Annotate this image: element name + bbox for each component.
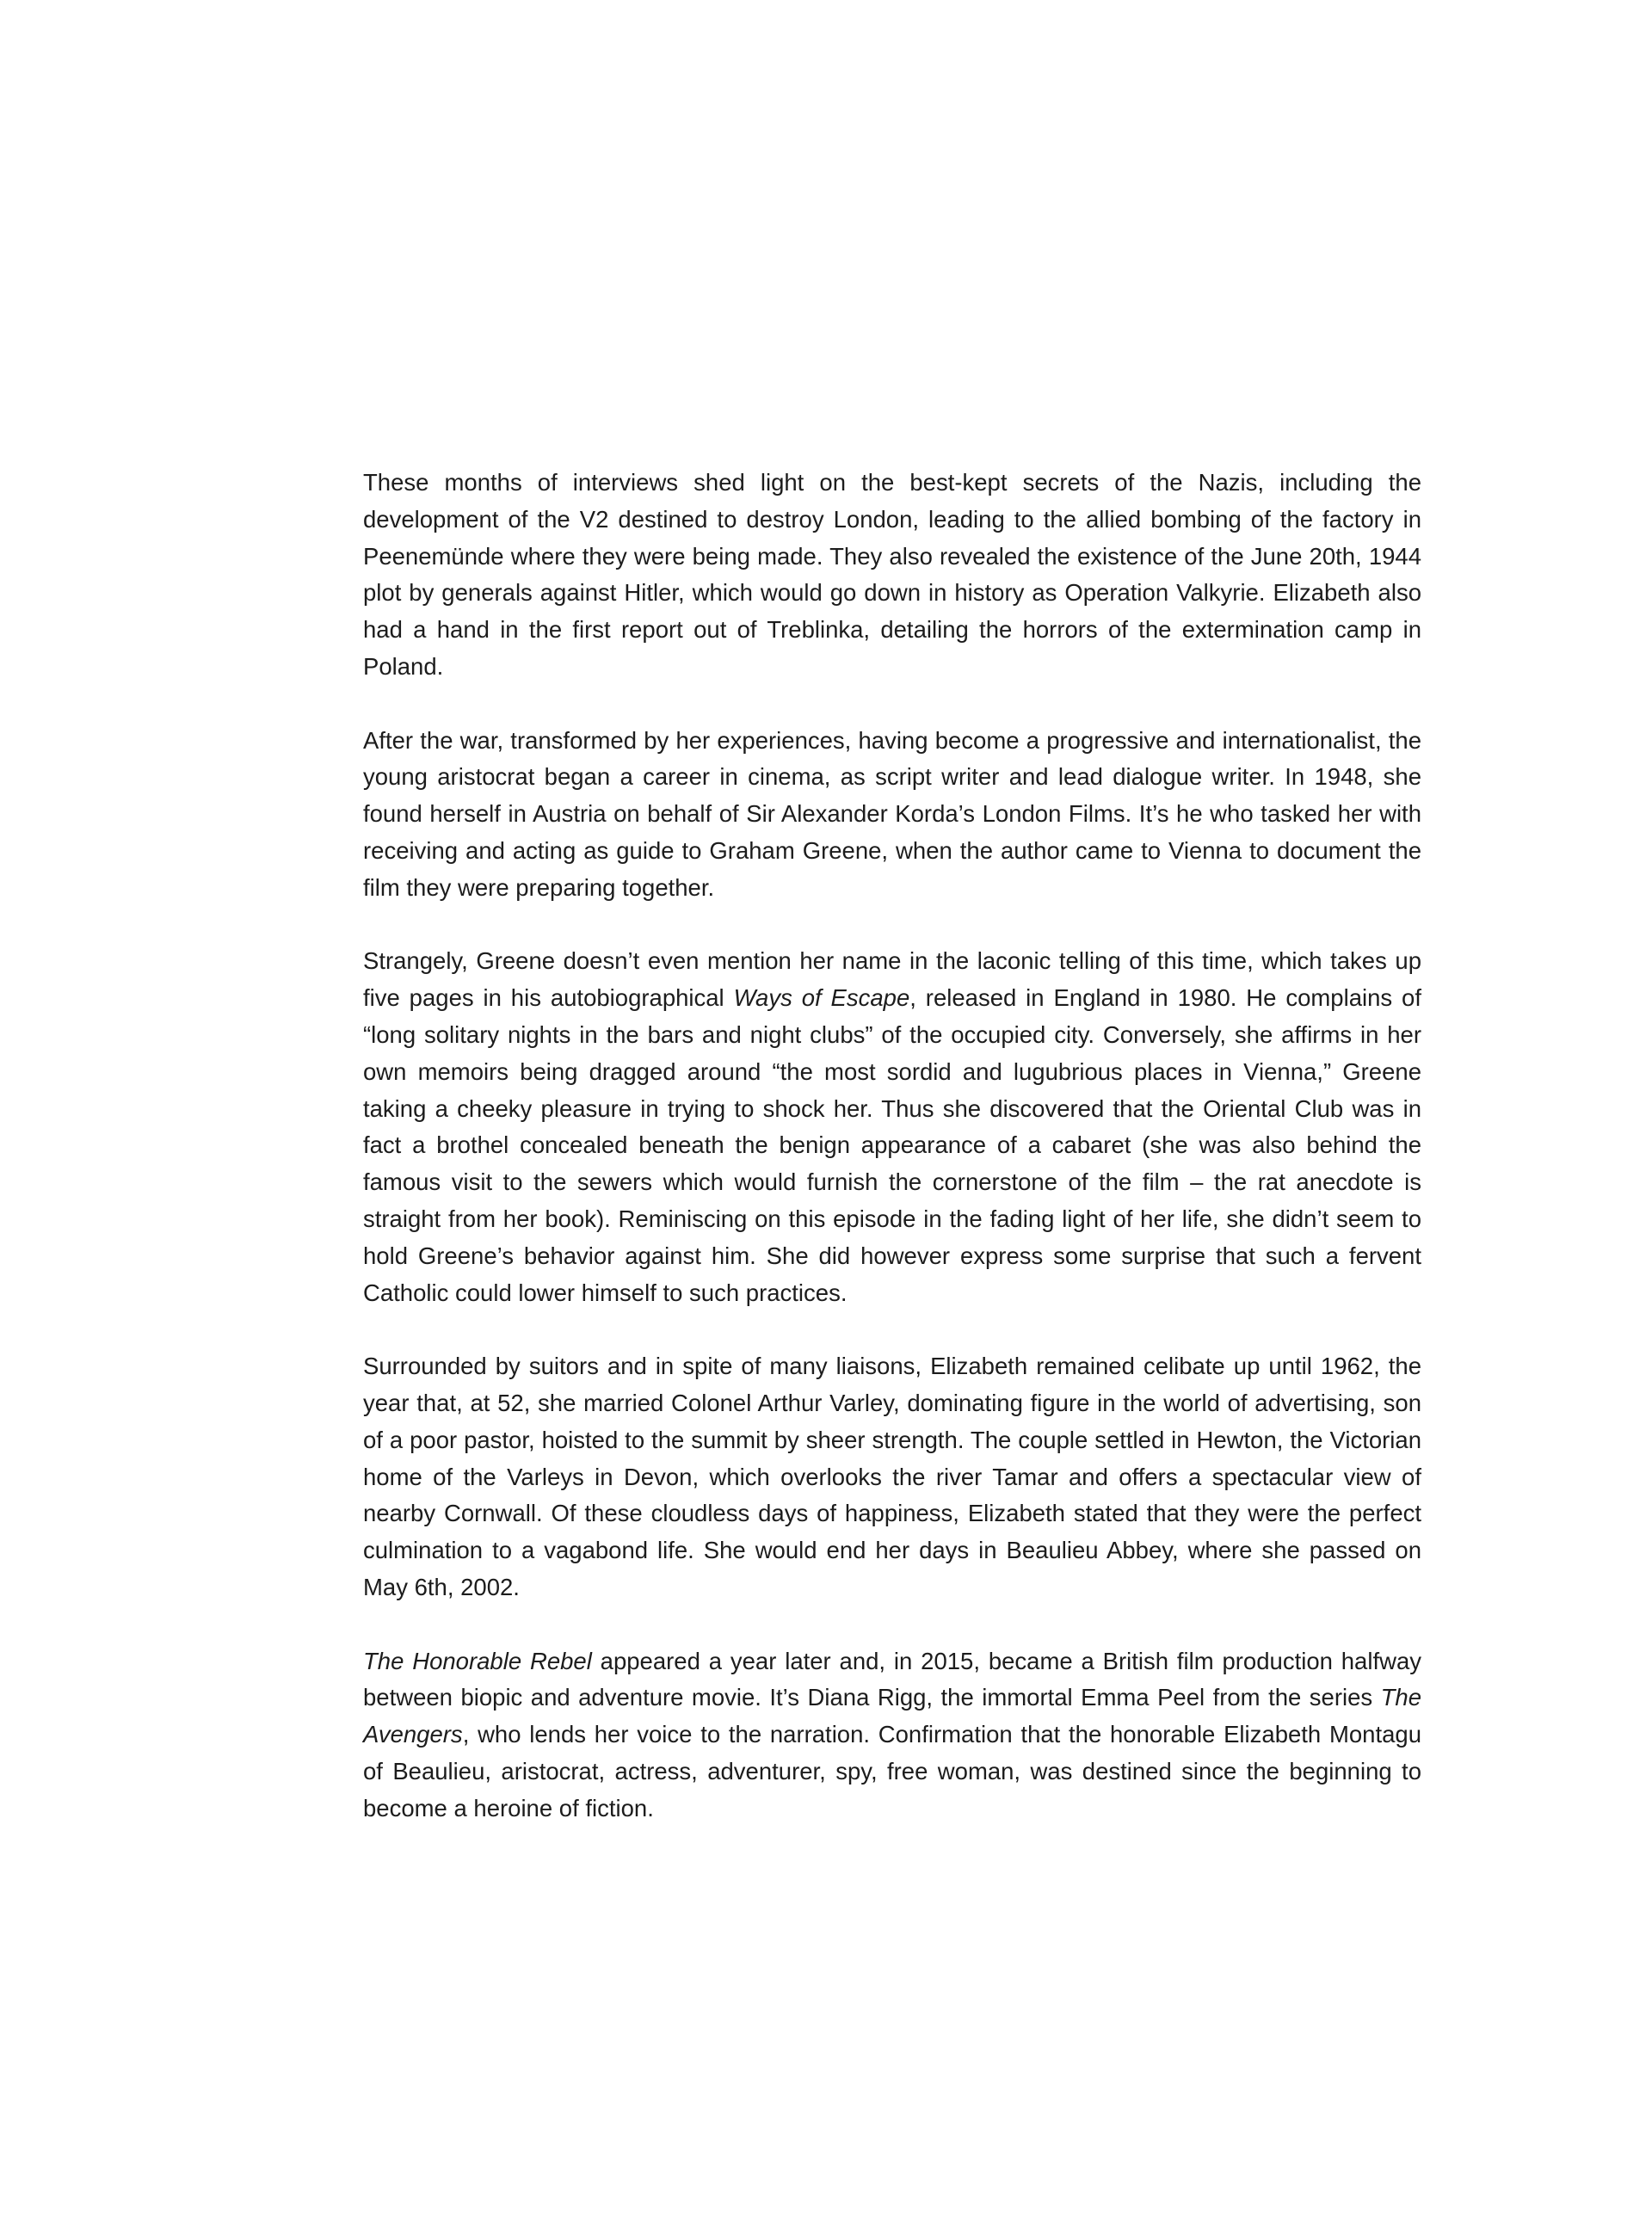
- paragraph-4: [363, 1348, 1421, 1606]
- paragraph-5-text-a: appeared a year later and, in 2015, became a British film production halfway between biopic and adventure movie. It’s Diana Rigg, the immortal Emma Peel from the series: [363, 1647, 1421, 1711]
- series-title-the-avengers: The Avengers: [363, 1684, 1421, 1748]
- paragraph-2: [363, 723, 1421, 907]
- paragraph-1: [363, 465, 1421, 686]
- body-text: [363, 465, 1421, 1827]
- paragraph-3: [363, 943, 1421, 1311]
- paragraph-2-text: After the war, transformed by her experiences, having become a progressive and internationalist, the young aristocrat began a career in cinema, as script writer and lead dialogue writer. In 1948, she found herself in Austria on behalf of Sir Alexander Korda’s London Films. It’s he who tasked her with receiving and acting as guide to Graham Greene, when the author came to Vienna to document the film they were preparing together.: [363, 726, 1421, 901]
- book-title-ways-of-escape: Ways of Escape: [733, 984, 910, 1012]
- paragraph-4-text: Surrounded by suitors and in spite of many liaisons, Elizabeth remained celibate up until 1962, the year that, at 52, she married Colonel Arthur Varley, dominating figure in the world of advertising, son of a poor pastor, hoisted to the summit by sheer strength. The couple settled in Hewton, the Victorian home of the Varleys in Devon, which overlooks the river Tamar and offers a spectacular view of nearby Cornwall. Of these cloudless days of happiness, Elizabeth stated that they were the perfect culmination to a vagabond life. She would end her days in Beaulieu Abbey, where she passed on May 6th, 2002.: [363, 1353, 1421, 1600]
- paragraph-3-text-b: , released in England in 1980. He complains of “long solitary nights in the bars and night clubs” of the occupied city. Conversely, she affirms in her own memoirs being dragged around “the most sordid and lugubrious places in Vienna,” Greene taking a cheeky pleasure in trying to shock her. Thus she discovered that the Oriental Club was in fact a brothel concealed beneath the benign appearance of a cabaret (she was also behind the famous visit to the sewers which would furnish the cornerstone of the film – the rat anecdote is straight from her book). Reminiscing on this episode in the fading light of her life, she didn’t seem to hold Greene’s behavior against him. She did however express some surprise that such a fervent Catholic could lower himself to such practices.: [363, 984, 1421, 1306]
- paragraph-5-text-b: , who lends her voice to the narration. Confirmation that the honorable Elizabeth Montagu of Beaulieu, aristocrat, actress, adventurer, spy, free woman, was destined since the beginning to become a heroine of fiction.: [363, 1721, 1421, 1822]
- paragraph-1-text: These months of interviews shed light on the best-kept secrets of the Nazis, including the development of the V2 destined to destroy London, leading to the allied bombing of the factory in Peenemünde where they were being made. They also revealed the existence of the June 20th, 1944 plot by generals against Hitler, which would go down in history as Operation Valkyrie. Elizabeth also had a hand in the first report out of Treblinka, detailing the horrors of the extermination camp in Poland.: [363, 469, 1421, 680]
- paragraph-5: [363, 1643, 1421, 1828]
- paragraph-3-text-a: Strangely, Greene doesn’t even mention her name in the laconic telling of this time, which takes up five pages in his autobiographical: [363, 947, 1421, 1012]
- book-title-honorable-rebel: The Honorable Rebel: [363, 1647, 592, 1674]
